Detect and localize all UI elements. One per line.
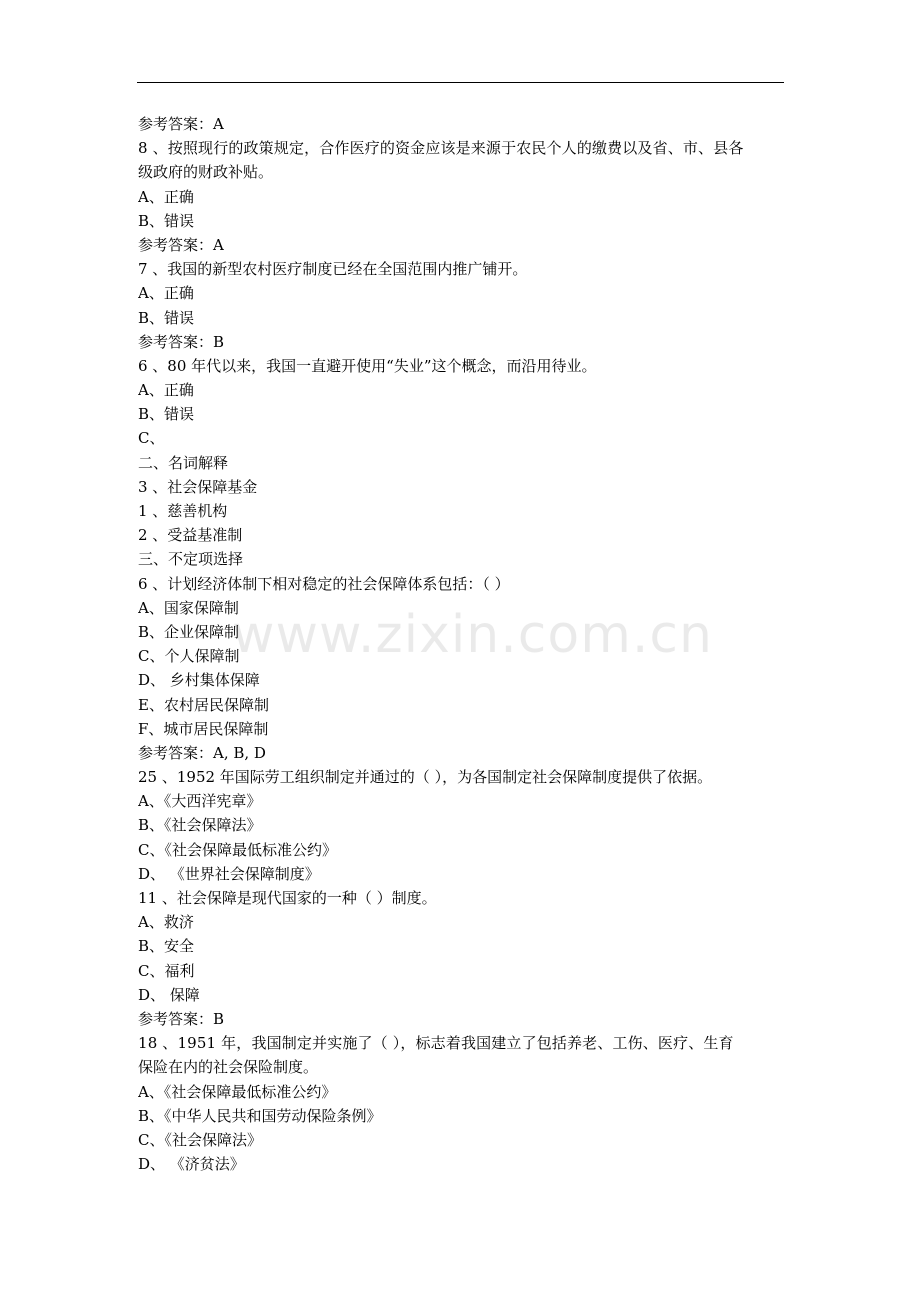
option-c: C、 bbox=[138, 429, 165, 448]
question-6-text: 6 、80 年代以来，我国一直避开使用“失业”这个概念，而沿用待业。 bbox=[138, 356, 597, 375]
option-a: A、正确 bbox=[138, 381, 194, 400]
term-item: 2 、受益基准制 bbox=[138, 526, 243, 545]
question-6-mc-text: 6 、计划经济体制下相对稳定的社会保障体系包括：（ ） bbox=[138, 574, 510, 593]
option-d: D、 保障 bbox=[138, 985, 200, 1004]
option-c: C、《社会保障法》 bbox=[138, 1130, 262, 1149]
question-8-text: 8 、按照现行的政策规定，合作医疗的资金应该是来源于农民个人的缴费以及省、市、县各 bbox=[138, 139, 744, 158]
answer-line: 参考答案：A, B, D bbox=[138, 743, 266, 762]
section-heading-multiple-choice: 三、不定项选择 bbox=[138, 550, 244, 569]
option-b: B、企业保障制 bbox=[138, 622, 240, 641]
section-heading-terms: 二、名词解释 bbox=[138, 453, 229, 472]
option-e: E、农村居民保障制 bbox=[138, 695, 269, 714]
option-d: D、 乡村集体保障 bbox=[138, 671, 260, 690]
header-rule bbox=[137, 82, 784, 83]
option-c: C、福利 bbox=[138, 961, 195, 980]
option-b: B、错误 bbox=[138, 308, 195, 327]
option-a: A、正确 bbox=[138, 187, 194, 206]
option-c: C、《社会保障最低标准公约》 bbox=[138, 840, 337, 859]
option-a: A、正确 bbox=[138, 284, 194, 303]
question-18-text: 18 、1951 年，我国制定并实施了（ ），标志着我国建立了包括养老、工伤、医疗、生育 bbox=[138, 1034, 734, 1053]
question-8-text-cont: 级政府的财政补贴。 bbox=[138, 163, 274, 182]
option-d: D、 《世界社会保障制度》 bbox=[138, 864, 320, 883]
option-a: A、救济 bbox=[138, 913, 194, 932]
option-b: B、安全 bbox=[138, 937, 195, 956]
option-a: A、国家保障制 bbox=[138, 598, 239, 617]
term-item: 3 、社会保障基金 bbox=[138, 477, 258, 496]
option-a: A、《大西洋宪章》 bbox=[138, 792, 262, 811]
option-d: D、 《济贫法》 bbox=[138, 1155, 245, 1174]
option-b: B、错误 bbox=[138, 405, 195, 424]
answer-line: 参考答案：B bbox=[138, 332, 225, 351]
option-b: B、错误 bbox=[138, 211, 195, 230]
watermark: www.zixin.com.cn bbox=[232, 605, 713, 665]
option-b: B、《中华人民共和国劳动保险条例》 bbox=[138, 1106, 382, 1125]
question-25-text: 25 、1952 年国际劳工组织制定并通过的（ ），为各国制定社会保障制度提供了依据。 bbox=[138, 768, 713, 787]
option-c: C、个人保障制 bbox=[138, 647, 240, 666]
answer-line: 参考答案：A bbox=[138, 235, 224, 254]
option-b: B、《社会保障法》 bbox=[138, 816, 262, 835]
option-f: F、城市居民保障制 bbox=[138, 719, 269, 738]
question-18-text-cont: 保险在内的社会保险制度。 bbox=[138, 1058, 319, 1077]
question-7-text: 7 、我国的新型农村医疗制度已经在全国范围内推广铺开。 bbox=[138, 260, 528, 279]
answer-line: 参考答案：A bbox=[138, 115, 224, 133]
option-a: A、《社会保障最低标准公约》 bbox=[138, 1082, 337, 1101]
question-11-text: 11 、社会保障是现代国家的一种（ ）制度。 bbox=[138, 889, 437, 907]
term-item: 1 、慈善机构 bbox=[138, 502, 228, 520]
answer-line: 参考答案：B bbox=[138, 1009, 225, 1028]
